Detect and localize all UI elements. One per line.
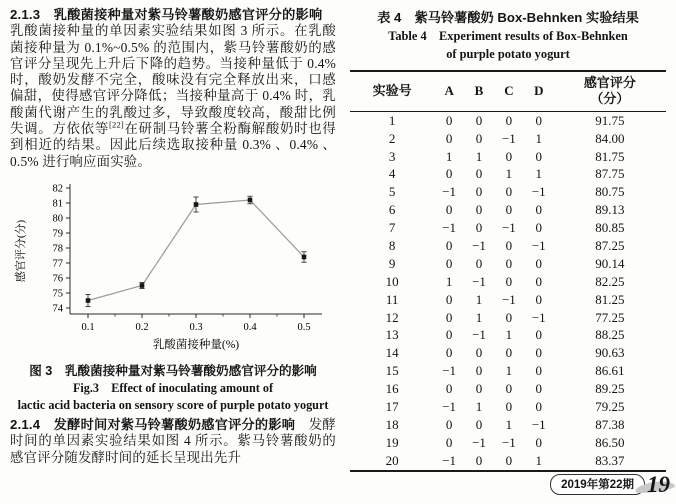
table-cell: 0 bbox=[505, 345, 513, 361]
table-cell: 0 bbox=[475, 255, 483, 271]
table-cell: −1 bbox=[472, 273, 486, 289]
table-cell: 1 bbox=[475, 148, 483, 164]
x-tick-label: 0.3 bbox=[189, 321, 203, 333]
table-cell: 89.25 bbox=[595, 381, 625, 397]
y-tick-label: 75 bbox=[52, 288, 63, 300]
x-axis-title: 乳酸菌接种量(%) bbox=[152, 338, 240, 351]
x-tick-label: 0.4 bbox=[243, 321, 257, 333]
page-footer bbox=[550, 471, 670, 504]
series-line bbox=[88, 200, 304, 301]
figure3-caption-zh: 图 3 乳酸菌接种量对紫马铃薯酸奶感官评分的影响 bbox=[29, 363, 317, 378]
table-cell: −1 bbox=[531, 184, 546, 200]
table-cell: −1 bbox=[501, 130, 516, 146]
table-cell: −1 bbox=[442, 452, 457, 468]
table-cell: 0 bbox=[505, 112, 513, 128]
table-row bbox=[350, 327, 666, 345]
table-cell: 0 bbox=[475, 112, 483, 128]
table-row bbox=[350, 416, 666, 434]
table-cell: 0 bbox=[505, 184, 513, 200]
table-row bbox=[350, 380, 666, 398]
y-tick-label: 76 bbox=[52, 273, 63, 285]
column-header: 实验号 bbox=[350, 71, 434, 112]
table-row bbox=[350, 291, 666, 309]
issue-badge: 2019年第22期 bbox=[550, 474, 645, 495]
table-cell: 0 bbox=[505, 148, 513, 164]
table-cell: 0 bbox=[505, 381, 513, 397]
table-cell: 0 bbox=[475, 381, 483, 397]
table-cell: 0 bbox=[445, 238, 453, 254]
table-cell: 0 bbox=[445, 202, 453, 218]
table-cell: 18 bbox=[385, 416, 399, 432]
table-row bbox=[350, 237, 666, 255]
table-cell: 87.75 bbox=[595, 166, 625, 182]
paragraph-text: 在研制马铃薯全粉酶解酸奶时也得到相近的结果。因此后续选取接种量 0.3% 、0.4% 、0.5% 进行响应面实验。 bbox=[10, 121, 336, 169]
table-cell: 1 bbox=[388, 112, 396, 128]
x-tick-label: 0.2 bbox=[135, 321, 149, 333]
table-cell: −1 bbox=[442, 184, 457, 200]
paragraph-2-1-4 bbox=[10, 417, 336, 466]
table-cell: −1 bbox=[531, 238, 546, 254]
table-cell: −1 bbox=[501, 291, 516, 307]
table-cell: 0 bbox=[535, 291, 543, 307]
column-header: 感官评分 （分） bbox=[554, 71, 666, 112]
table-body bbox=[350, 112, 666, 471]
column-header: B bbox=[464, 71, 494, 112]
table-cell: −1 bbox=[501, 220, 516, 236]
table-cell: 9 bbox=[388, 255, 396, 271]
table-header bbox=[350, 71, 666, 112]
table-cell: 0 bbox=[505, 273, 513, 289]
table-cell: 1 bbox=[505, 416, 513, 432]
table4-title-en-line2: of purple potato yogurt bbox=[446, 47, 570, 61]
table4-title-en-line1: Table 4 Experiment results of Box-Behnken bbox=[388, 29, 628, 43]
reference-marker: [22] bbox=[108, 119, 124, 130]
table-cell: 90.14 bbox=[595, 255, 625, 271]
section-heading-2-1-3: 2.1.3 乳酸菌接种量对紫马铃薯酸奶感官评分的影响 bbox=[10, 7, 323, 22]
table-row bbox=[350, 219, 666, 237]
paragraph-text: 发酵时间的单因素实验结果如图 4 所示。紫马铃薯酸奶的感官评分随发酵时间的延长呈现出先升 bbox=[10, 416, 336, 465]
y-tick-label: 77 bbox=[52, 258, 63, 270]
figure3-chart bbox=[10, 176, 336, 361]
figure3-chart-svg bbox=[10, 176, 336, 356]
figure3-caption bbox=[10, 363, 336, 414]
table-row bbox=[350, 345, 666, 363]
table-cell: 80.85 bbox=[595, 220, 625, 236]
table-cell: 0 bbox=[475, 166, 483, 182]
table-row bbox=[350, 452, 666, 471]
data-point-marker bbox=[140, 283, 145, 288]
table-cell: −1 bbox=[442, 399, 457, 415]
table-cell: 1 bbox=[505, 166, 513, 182]
table-cell: 91.75 bbox=[595, 112, 625, 128]
table-cell: 20 bbox=[385, 452, 399, 468]
table-cell: 0 bbox=[535, 381, 543, 397]
table-cell: 82.25 bbox=[595, 273, 625, 289]
table-row bbox=[350, 130, 666, 148]
table-cell: 1 bbox=[445, 273, 453, 289]
table-cell: 89.13 bbox=[595, 202, 625, 218]
y-tick-label: 82 bbox=[52, 183, 63, 195]
table-cell: 0 bbox=[505, 238, 513, 254]
table-cell: 4 bbox=[388, 166, 396, 182]
table-cell: 0 bbox=[445, 255, 453, 271]
figure3-caption-en-line2: lactic acid bacteria on sensory score of purple potato yogurt bbox=[17, 397, 329, 412]
y-tick-label: 74 bbox=[52, 303, 63, 315]
table-cell: 81.75 bbox=[595, 148, 625, 164]
table-cell: 19 bbox=[385, 434, 399, 450]
table-cell: 7 bbox=[388, 220, 396, 236]
table-cell: 1 bbox=[535, 166, 543, 182]
table-cell: 83.37 bbox=[595, 452, 625, 468]
table-cell: 0 bbox=[445, 291, 453, 307]
table-cell: 0 bbox=[535, 399, 543, 415]
table-cell: 1 bbox=[445, 148, 453, 164]
table-cell: 87.25 bbox=[595, 238, 625, 254]
table-cell: 0 bbox=[445, 434, 453, 450]
table-cell: 0 bbox=[445, 112, 453, 128]
table-cell: 0 bbox=[535, 202, 543, 218]
right-column bbox=[350, 7, 670, 500]
table-cell: 0 bbox=[535, 148, 543, 164]
table-cell: 1 bbox=[475, 309, 483, 325]
table-cell: 1 bbox=[475, 291, 483, 307]
table-cell: 13 bbox=[385, 327, 399, 343]
table-cell: 79.25 bbox=[595, 399, 625, 415]
table-cell: 0 bbox=[475, 416, 483, 432]
table-cell: 0 bbox=[445, 309, 453, 325]
table-cell: 0 bbox=[475, 220, 483, 236]
table-row bbox=[350, 255, 666, 273]
table-cell: 0 bbox=[445, 416, 453, 432]
table-cell: 0 bbox=[445, 345, 453, 361]
table-cell: −1 bbox=[501, 434, 516, 450]
table-cell: 0 bbox=[535, 363, 543, 379]
table-row bbox=[350, 184, 666, 202]
section-heading-2-1-4: 2.1.4 发酵时间对紫马铃薯酸奶感官评分的影响 bbox=[10, 416, 296, 432]
table-cell: 0 bbox=[535, 255, 543, 271]
y-tick-label: 80 bbox=[52, 213, 63, 225]
table-cell: 17 bbox=[385, 399, 399, 415]
table-cell: 12 bbox=[385, 309, 399, 325]
table-row bbox=[350, 148, 666, 166]
table-cell: 0 bbox=[445, 327, 453, 343]
table-cell: 1 bbox=[475, 399, 483, 415]
table-cell: 0 bbox=[475, 452, 483, 468]
table-cell: 1 bbox=[505, 327, 513, 343]
x-tick-label: 0.5 bbox=[297, 321, 311, 333]
column-header: D bbox=[524, 71, 554, 112]
table-cell: −1 bbox=[531, 416, 546, 432]
table-cell: 11 bbox=[385, 291, 399, 307]
table-cell: 77.25 bbox=[595, 309, 625, 325]
table-cell: 0 bbox=[505, 255, 513, 271]
table-cell: 3 bbox=[388, 148, 396, 164]
table-cell: 88.25 bbox=[595, 327, 625, 343]
table-cell: 0 bbox=[445, 381, 453, 397]
data-point-marker bbox=[302, 255, 307, 260]
page-number: 19 bbox=[647, 471, 670, 497]
table-cell: −1 bbox=[472, 434, 486, 450]
data-point-marker bbox=[248, 198, 253, 203]
table-cell: −1 bbox=[531, 309, 546, 325]
table-cell: 0 bbox=[535, 273, 543, 289]
table-cell: 8 bbox=[388, 238, 396, 254]
paragraph-text: 乳酸菌接种量的单因素实验结果如图 3 所示。在乳酸菌接种量为 0.1%~0.5% 的范围内，紫马铃薯酸奶的感官评分呈现先上升后下降的趋势。当接种量低于 0.4% 时，酸奶发酵不完全，酸味没有完全释放出来，口感偏甜，使得感官评分降低；当接种量高于 0.4% 时，乳酸菌代谢产生的乳酸过多，导致酸度较高，酸甜比例失调。方依依等 bbox=[10, 7, 336, 137]
table-cell: 0 bbox=[505, 399, 513, 415]
table-cell: 0 bbox=[505, 452, 513, 468]
table-cell: 0 bbox=[535, 220, 543, 236]
table-row bbox=[350, 166, 666, 184]
table-cell: 0 bbox=[505, 309, 513, 325]
table-cell: 15 bbox=[385, 363, 399, 379]
table-cell: −1 bbox=[472, 327, 486, 343]
data-point-marker bbox=[86, 298, 91, 303]
table-cell: −1 bbox=[442, 220, 457, 236]
table-header-row bbox=[350, 71, 666, 112]
table-cell: 86.61 bbox=[595, 363, 625, 379]
table-row bbox=[350, 112, 666, 130]
table-row bbox=[350, 398, 666, 416]
table-cell: 0 bbox=[535, 327, 543, 343]
table-cell: 0 bbox=[475, 363, 483, 379]
table-cell: 90.63 bbox=[595, 345, 625, 361]
x-tick-label: 0.1 bbox=[81, 321, 95, 333]
table-cell: 0 bbox=[535, 434, 543, 450]
table-cell: 16 bbox=[385, 381, 399, 397]
left-column bbox=[10, 7, 336, 500]
table4-title bbox=[350, 9, 666, 63]
paragraph-2-1-3 bbox=[10, 7, 336, 170]
table-cell: 0 bbox=[475, 345, 483, 361]
table-row bbox=[350, 273, 666, 291]
table-row bbox=[350, 434, 666, 452]
table-cell: −1 bbox=[472, 238, 486, 254]
table-row bbox=[350, 201, 666, 219]
table-cell: 6 bbox=[388, 202, 396, 218]
y-tick-label: 78 bbox=[52, 243, 63, 255]
y-axis-title: 感官评分(分) bbox=[15, 219, 27, 283]
table-cell: 0 bbox=[475, 202, 483, 218]
y-tick-label: 79 bbox=[52, 228, 63, 240]
table-cell: 0 bbox=[445, 130, 453, 146]
table-cell: 5 bbox=[388, 184, 396, 200]
table-cell: 0 bbox=[535, 112, 543, 128]
column-header: A bbox=[434, 71, 464, 112]
table-cell: 1 bbox=[505, 363, 513, 379]
table4-title-zh: 表 4 紫马铃薯酸奶 Box-Behnken 实验结果 bbox=[377, 10, 639, 25]
table-cell: 1 bbox=[535, 130, 543, 146]
y-tick-label: 81 bbox=[52, 198, 63, 210]
data-point-marker bbox=[194, 202, 199, 207]
table-cell: 0 bbox=[475, 184, 483, 200]
table-cell: 87.38 bbox=[595, 416, 625, 432]
table-cell: 14 bbox=[385, 345, 399, 361]
box-behnken-table bbox=[350, 70, 666, 472]
table-cell: 80.75 bbox=[595, 184, 625, 200]
table-cell: −1 bbox=[442, 363, 457, 379]
column-header: C bbox=[494, 71, 524, 112]
table-cell: 2 bbox=[388, 130, 396, 146]
table-cell: 86.50 bbox=[595, 434, 625, 450]
table-row bbox=[350, 309, 666, 327]
table-cell: 84.00 bbox=[595, 130, 625, 146]
table-cell: 1 bbox=[535, 452, 543, 468]
table-cell: 0 bbox=[445, 166, 453, 182]
table-row bbox=[350, 362, 666, 380]
table-cell: 0 bbox=[535, 345, 543, 361]
table-cell: 10 bbox=[385, 273, 399, 289]
table-cell: 0 bbox=[505, 202, 513, 218]
figure3-caption-en-line1: Fig.3 Effect of inoculating amount of bbox=[72, 380, 274, 395]
table-cell: 81.25 bbox=[595, 291, 625, 307]
table-cell: 0 bbox=[475, 130, 483, 146]
